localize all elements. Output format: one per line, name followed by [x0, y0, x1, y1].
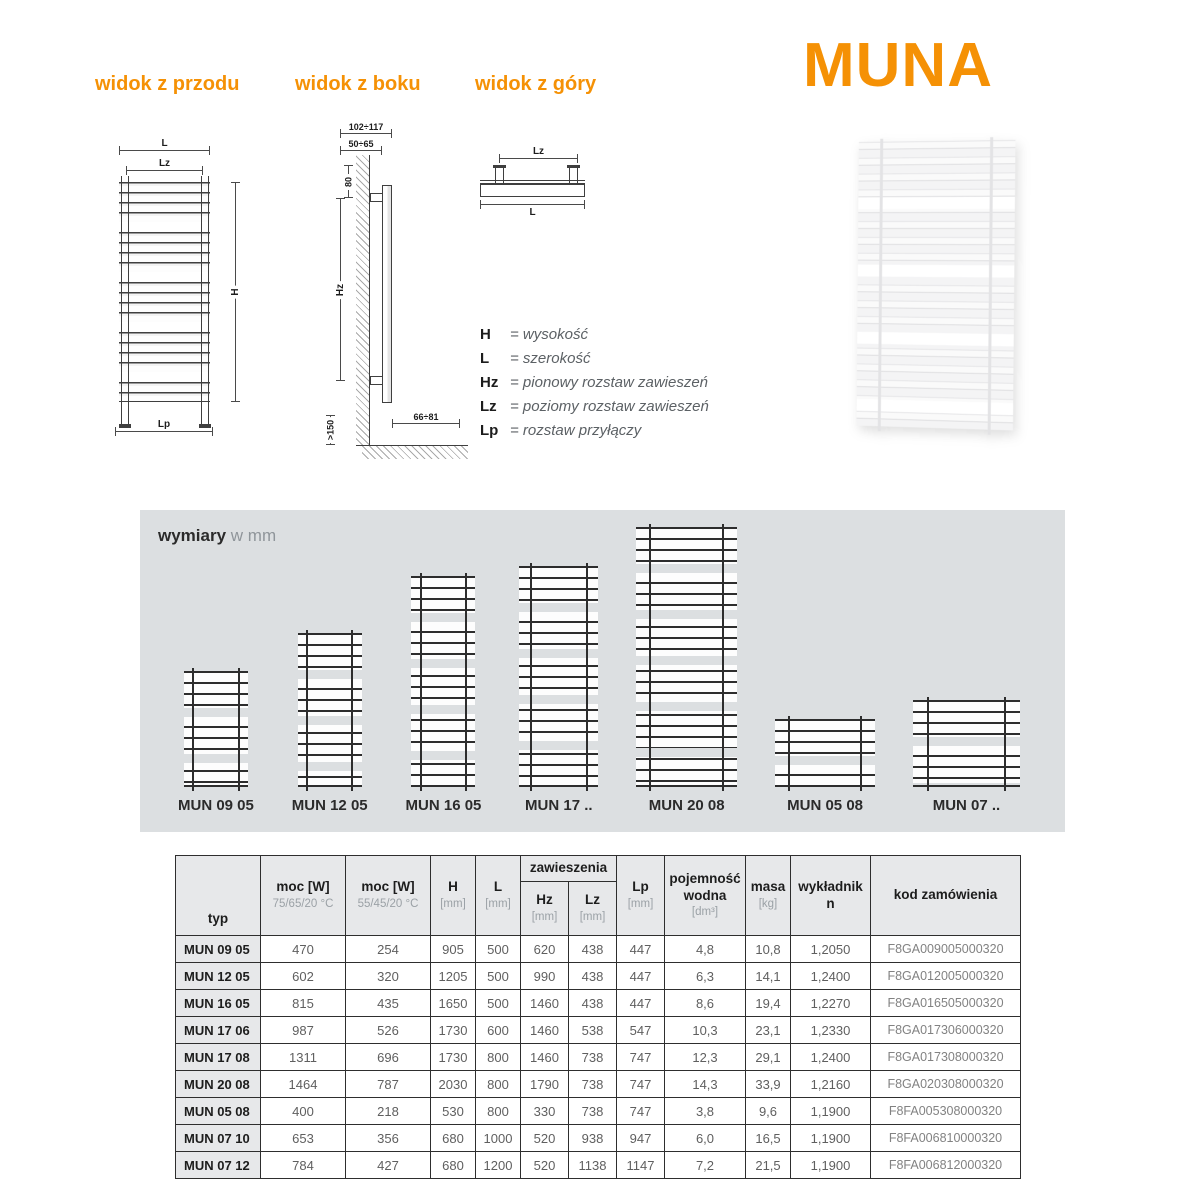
table-cell-lp: 447	[617, 936, 665, 963]
band-title-bold: wymiary	[158, 526, 227, 545]
table-cell-wyk: 1,2400	[791, 963, 871, 990]
dim-label-L: L	[161, 138, 168, 149]
brand-logo: MUNA	[803, 31, 993, 100]
col-header-moc-55	[346, 856, 431, 936]
radiator-thumbnail	[519, 566, 598, 787]
col-header-lz	[569, 882, 617, 936]
table-cell-moc1: 653	[261, 1125, 346, 1152]
col-header-masa-sub: [kg]	[758, 898, 778, 911]
table-cell-h: 530	[431, 1098, 476, 1125]
col-header-lp-sub: [mm]	[627, 898, 654, 911]
table-cell-lz: 938	[569, 1125, 617, 1152]
front-view-title: widok z przodu	[95, 73, 240, 95]
dim-label-Hz: Hz	[335, 280, 347, 298]
spec-table-body	[176, 936, 1021, 1179]
col-header-typ-label: typ	[207, 911, 229, 927]
lower-bracket	[370, 376, 383, 385]
col-group-zawieszenia-label: zawieszenia	[529, 860, 608, 876]
table-cell-l: 1200	[476, 1152, 521, 1179]
table-cell-wyk: 1,2330	[791, 1017, 871, 1044]
table-cell-h: 1730	[431, 1044, 476, 1071]
spec-table-header	[176, 856, 1021, 936]
radiator-thumbnail	[636, 527, 737, 787]
col-header-lp-label: Lp	[632, 879, 649, 895]
table-cell-kod: F8GA012005000320	[871, 963, 1021, 990]
table-cell-moc2: 787	[346, 1071, 431, 1098]
row-type-cell: MUN 17 08	[176, 1044, 261, 1071]
dim-line-top-Lz	[499, 146, 578, 159]
table-cell-masa: 16,5	[746, 1125, 791, 1152]
table-cell-wyk: 1,1900	[791, 1125, 871, 1152]
row-type-cell: MUN 09 05	[176, 936, 261, 963]
table-cell-wyk: 1,2400	[791, 1044, 871, 1071]
table-cell-hz: 990	[521, 963, 569, 990]
col-header-lz-label: Lz	[585, 892, 600, 908]
table-row	[176, 1044, 1021, 1071]
table-cell-lp: 447	[617, 963, 665, 990]
dim-line-depth-bracket	[340, 139, 382, 151]
col-header-hz-label: Hz	[536, 892, 553, 908]
table-cell-lz: 538	[569, 1017, 617, 1044]
table-cell-wyk: 1,2270	[791, 990, 871, 1017]
table-cell-moc2: 427	[346, 1152, 431, 1179]
col-header-l-label: L	[493, 879, 503, 895]
table-cell-masa: 23,1	[746, 1017, 791, 1044]
table-cell-moc2: 254	[346, 936, 431, 963]
dim-label-H: H	[230, 285, 242, 298]
col-header-moc-75-label: moc [W]	[276, 879, 330, 895]
table-cell-h: 680	[431, 1125, 476, 1152]
table-cell-moc1: 602	[261, 963, 346, 990]
table-cell-masa: 19,4	[746, 990, 791, 1017]
table-cell-lp: 447	[617, 990, 665, 1017]
table-cell-lz: 738	[569, 1098, 617, 1125]
table-cell-lz: 438	[569, 990, 617, 1017]
table-cell-l: 600	[476, 1017, 521, 1044]
top-view-title: widok z góry	[475, 73, 597, 95]
legend-row	[480, 422, 800, 439]
row-type-cell: MUN 07 12	[176, 1152, 261, 1179]
dim-label-hook: 80	[344, 173, 355, 189]
table-cell-poj: 6,0	[665, 1125, 746, 1152]
dim-line-top-L	[480, 204, 585, 218]
radiator-thumbnail	[411, 576, 475, 787]
table-cell-kod: F8GA017308000320	[871, 1044, 1021, 1071]
radiator-left-pipe	[121, 176, 129, 424]
table-cell-h: 1205	[431, 963, 476, 990]
table-row	[176, 1017, 1021, 1044]
legend-description: = wysokość	[510, 326, 588, 343]
model-label: MUN 12 05	[291, 797, 368, 814]
model-item	[406, 576, 482, 814]
radiator-thumbnail	[184, 671, 248, 787]
col-header-masa-label: masa	[750, 879, 786, 895]
dim-label-Lz: Lz	[158, 158, 171, 169]
col-group-zawieszenia	[521, 856, 617, 882]
table-cell-hz: 520	[521, 1152, 569, 1179]
table-cell-moc2: 218	[346, 1098, 431, 1125]
dim-line-bottom-offset	[392, 412, 460, 424]
table-cell-lz: 438	[569, 963, 617, 990]
legend-symbol: Lp	[480, 422, 499, 439]
radiator-side-profile	[382, 185, 392, 403]
table-cell-lz: 738	[569, 1044, 617, 1071]
table-row	[176, 1071, 1021, 1098]
col-header-lz-sub: [mm]	[579, 911, 606, 924]
table-cell-hz: 330	[521, 1098, 569, 1125]
table-cell-lp: 747	[617, 1071, 665, 1098]
col-header-lp	[617, 856, 665, 936]
col-header-wykladnik-label: wykładnik n	[798, 878, 863, 911]
table-cell-lz: 738	[569, 1071, 617, 1098]
front-view-drawing	[90, 130, 265, 455]
row-type-cell: MUN 16 05	[176, 990, 261, 1017]
legend-description: = rozstaw przyłączy	[510, 422, 642, 439]
table-cell-l: 800	[476, 1098, 521, 1125]
table-cell-moc1: 470	[261, 936, 346, 963]
table-cell-moc1: 400	[261, 1098, 346, 1125]
radiator-thumbnail	[298, 633, 362, 787]
table-cell-poj: 14,3	[665, 1071, 746, 1098]
col-header-moc-75	[261, 856, 346, 936]
table-cell-kod: F8FA005308000320	[871, 1098, 1021, 1125]
dim-line-Lz	[126, 158, 203, 171]
table-cell-poj: 3,8	[665, 1098, 746, 1125]
table-cell-lp: 547	[617, 1017, 665, 1044]
table-cell-poj: 6,3	[665, 963, 746, 990]
dim-label-bottom-offset: 66÷81	[413, 412, 439, 422]
legend-description: = szerokość	[510, 350, 591, 367]
table-cell-wyk: 1,1900	[791, 1152, 871, 1179]
table-cell-l: 500	[476, 936, 521, 963]
model-item	[292, 633, 368, 814]
table-cell-kod: F8GA017306000320	[871, 1017, 1021, 1044]
table-cell-poj: 4,8	[665, 936, 746, 963]
table-cell-lz: 1138	[569, 1152, 617, 1179]
col-header-h	[431, 856, 476, 936]
legend-description: = poziomy rozstaw zawieszeń	[510, 398, 709, 415]
dim-line-L	[119, 138, 210, 151]
legend-description: = pionowy rozstaw zawieszeń	[510, 374, 709, 391]
side-view-title: widok z boku	[295, 73, 421, 95]
col-header-pojemnosc	[665, 856, 746, 936]
model-label: MUN 20 08	[648, 797, 725, 814]
dim-label-top-Lz: Lz	[532, 146, 545, 157]
row-type-cell: MUN 05 08	[176, 1098, 261, 1125]
col-header-pojemnosc-sub: [dm³]	[691, 906, 719, 919]
dim-line-hook	[343, 165, 354, 198]
model-label: MUN 17 ..	[525, 797, 593, 814]
dim-line-depth-total	[340, 122, 392, 134]
table-cell-kod: F8FA006810000320	[871, 1125, 1021, 1152]
table-cell-kod: F8GA020308000320	[871, 1071, 1021, 1098]
table-cell-moc1: 987	[261, 1017, 346, 1044]
legend	[480, 326, 800, 446]
dim-label-Lp: Lp	[157, 419, 171, 430]
dim-line-H	[230, 182, 241, 402]
col-header-moc-75-sub: 75/65/20 °C	[272, 898, 334, 911]
model-label: MUN 09 05	[178, 797, 254, 814]
table-cell-hz: 620	[521, 936, 569, 963]
table-cell-moc2: 696	[346, 1044, 431, 1071]
table-cell-kod: F8GA016505000320	[871, 990, 1021, 1017]
table-cell-h: 1650	[431, 990, 476, 1017]
table-cell-kod: F8GA009005000320	[871, 936, 1021, 963]
side-view-drawing	[300, 115, 475, 465]
model-label: MUN 07 ..	[932, 797, 1001, 814]
table-cell-h: 1730	[431, 1017, 476, 1044]
col-header-hz-sub: [mm]	[531, 911, 558, 924]
legend-row	[480, 398, 800, 415]
table-cell-moc2: 356	[346, 1125, 431, 1152]
col-header-h-label: H	[448, 879, 458, 895]
model-label: MUN 05 08	[787, 797, 864, 814]
dim-label-depth-total: 102÷117	[348, 122, 384, 132]
table-row	[176, 990, 1021, 1017]
table-cell-kod: F8FA006812000320	[871, 1152, 1021, 1179]
dim-label-top-L: L	[529, 207, 536, 218]
table-cell-l: 800	[476, 1044, 521, 1071]
top-view-panel	[480, 184, 585, 197]
col-header-typ	[176, 856, 261, 936]
row-type-cell: MUN 17 06	[176, 1017, 261, 1044]
table-cell-hz: 1460	[521, 990, 569, 1017]
radiator-right-pipe	[201, 176, 209, 424]
legend-symbol: L	[480, 350, 490, 367]
table-cell-moc1: 1311	[261, 1044, 346, 1071]
row-type-cell: MUN 12 05	[176, 963, 261, 990]
radiator-thumbnail	[775, 719, 875, 787]
table-cell-masa: 33,9	[746, 1071, 791, 1098]
table-cell-wyk: 1,2160	[791, 1071, 871, 1098]
table-cell-lp: 747	[617, 1098, 665, 1125]
wall-hatch	[356, 155, 370, 445]
table-row	[176, 1125, 1021, 1152]
spec-table	[175, 855, 1021, 1179]
row-type-cell: MUN 07 10	[176, 1125, 261, 1152]
table-cell-moc1: 815	[261, 990, 346, 1017]
floor-hatch	[362, 446, 468, 459]
table-cell-moc2: 320	[346, 963, 431, 990]
upper-bracket	[370, 193, 383, 202]
table-cell-l: 1000	[476, 1125, 521, 1152]
table-cell-l: 500	[476, 963, 521, 990]
table-cell-l: 500	[476, 990, 521, 1017]
table-cell-poj: 8,6	[665, 990, 746, 1017]
col-header-h-sub: [mm]	[440, 898, 466, 911]
dim-line-Lp	[115, 419, 213, 432]
col-header-moc-55-label: moc [W]	[361, 879, 415, 895]
row-type-cell: MUN 20 08	[176, 1071, 261, 1098]
table-cell-hz: 1460	[521, 1044, 569, 1071]
model-item	[636, 527, 737, 814]
radiator-thumbnail	[913, 700, 1020, 787]
table-cell-hz: 520	[521, 1125, 569, 1152]
table-cell-l: 800	[476, 1071, 521, 1098]
model-item	[913, 700, 1020, 814]
table-cell-poj: 7,2	[665, 1152, 746, 1179]
table-row	[176, 1152, 1021, 1179]
legend-row	[480, 350, 800, 367]
col-header-kod-label: kod zamówienia	[893, 887, 998, 903]
dimensions-band	[140, 510, 1065, 832]
dim-label-floor-clearance: >150	[326, 417, 337, 443]
model-item	[775, 719, 875, 814]
model-label: MUN 16 05	[405, 797, 482, 814]
table-cell-masa: 10,8	[746, 936, 791, 963]
col-header-wykladnik	[791, 856, 871, 936]
table-row	[176, 963, 1021, 990]
table-cell-masa: 29,1	[746, 1044, 791, 1071]
dim-line-floor-clearance	[325, 415, 336, 445]
table-cell-h: 905	[431, 936, 476, 963]
band-title-unit: w mm	[230, 526, 277, 545]
legend-row	[480, 326, 800, 343]
model-row	[178, 527, 1020, 814]
table-cell-moc1: 784	[261, 1152, 346, 1179]
col-header-l	[476, 856, 521, 936]
radiator-front-body	[119, 182, 210, 402]
table-cell-moc2: 526	[346, 1017, 431, 1044]
legend-symbol: Lz	[480, 398, 497, 415]
col-header-pojemnosc-line1: pojemność	[669, 870, 741, 886]
top-view-drawing	[472, 138, 622, 223]
legend-symbol: H	[480, 326, 491, 343]
table-row	[176, 936, 1021, 963]
dim-line-Hz	[335, 198, 346, 381]
col-header-hz	[521, 882, 569, 936]
dim-label-depth-bracket: 50÷65	[348, 139, 374, 149]
legend-row	[480, 374, 800, 391]
table-cell-hz: 1790	[521, 1071, 569, 1098]
table-cell-moc1: 1464	[261, 1071, 346, 1098]
table-cell-masa: 9,6	[746, 1098, 791, 1125]
table-cell-masa: 21,5	[746, 1152, 791, 1179]
col-header-moc-55-sub: 55/45/20 °C	[357, 898, 419, 911]
table-cell-lp: 747	[617, 1044, 665, 1071]
table-cell-h: 2030	[431, 1071, 476, 1098]
table-cell-h: 680	[431, 1152, 476, 1179]
table-cell-hz: 1460	[521, 1017, 569, 1044]
model-item	[519, 566, 598, 814]
table-cell-moc2: 435	[346, 990, 431, 1017]
table-cell-masa: 14,1	[746, 963, 791, 990]
col-header-masa	[746, 856, 791, 936]
table-cell-lp: 947	[617, 1125, 665, 1152]
table-cell-wyk: 1,2050	[791, 936, 871, 963]
table-cell-poj: 12,3	[665, 1044, 746, 1071]
col-header-pojemnosc-line2: wodna	[683, 887, 727, 903]
table-cell-poj: 10,3	[665, 1017, 746, 1044]
col-header-kod	[871, 856, 1021, 936]
table-cell-lz: 438	[569, 936, 617, 963]
table-row	[176, 1098, 1021, 1125]
model-item	[178, 671, 254, 814]
table-cell-lp: 1147	[617, 1152, 665, 1179]
product-photo	[857, 140, 1016, 431]
table-cell-wyk: 1,1900	[791, 1098, 871, 1125]
legend-symbol: Hz	[480, 374, 499, 391]
col-header-l-sub: [mm]	[485, 898, 511, 911]
